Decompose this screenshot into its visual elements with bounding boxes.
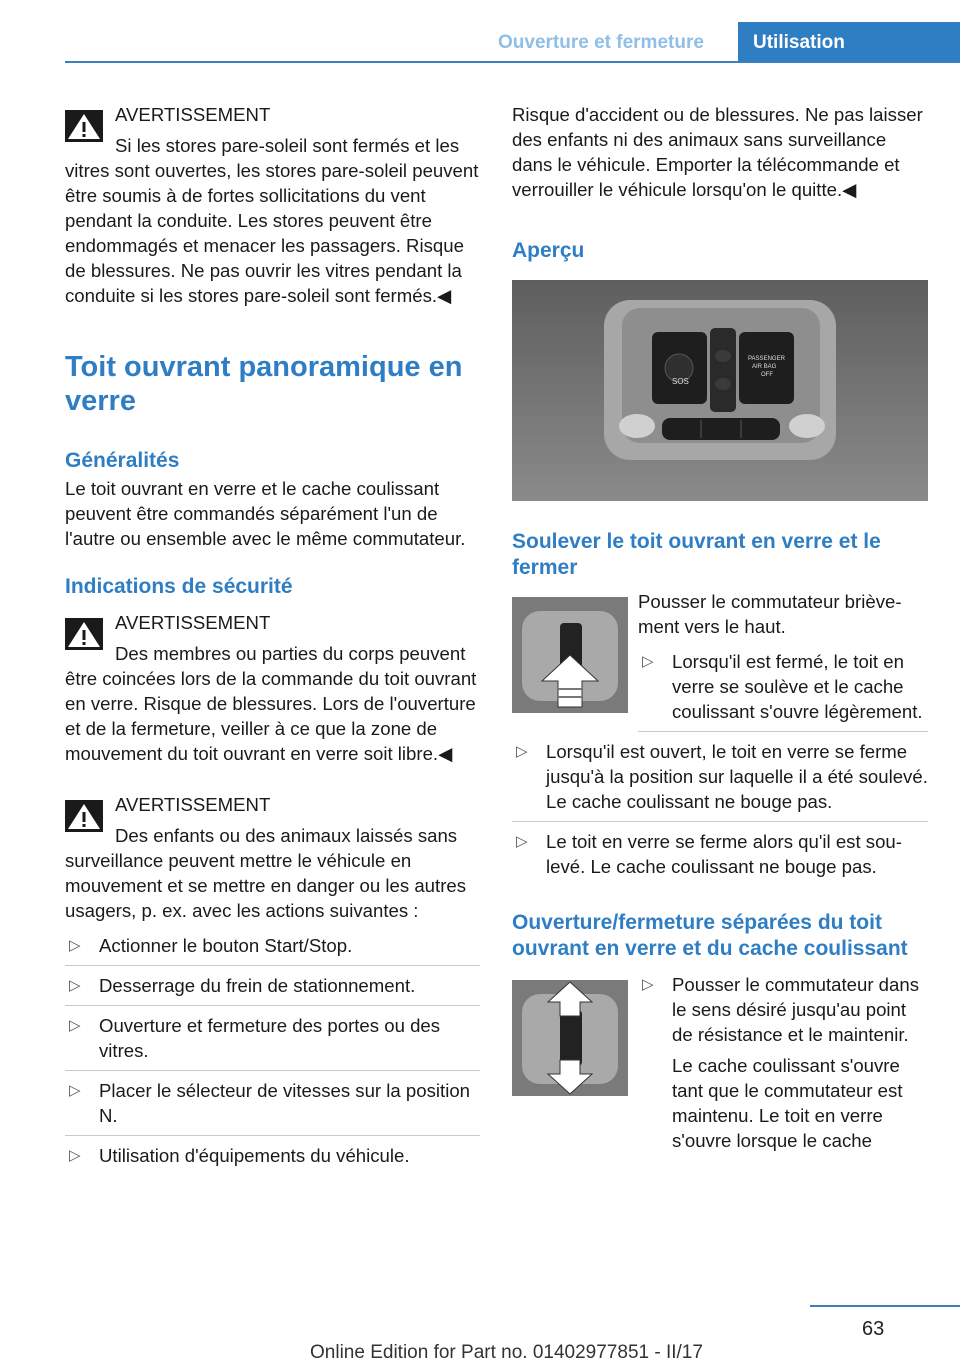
bullet-triangle-icon: ▷: [69, 937, 81, 954]
separees-continuation: Le cache coulissant s'ouvre tant que le commutateur est maintenu. Le toit en verre s'ouvre lorsque le cache: [672, 1055, 903, 1151]
bullet-triangle-icon: ▷: [69, 1082, 81, 1099]
list-item: [65, 973, 480, 1006]
switch-up-photo: [512, 597, 628, 713]
list-item: [65, 933, 480, 966]
list-item: [512, 829, 928, 886]
list-item-text: Lorsqu'il est fermé, le toit en verre se soulève et le cache coulissant s'ouvre légèrement.: [672, 651, 923, 722]
warning-text: Si les stores pare-soleil sont fermés et les vitres sont ouvertes, les stores pare-soleil peuvent être soumis à de fortes sollicitations du vent pendant la conduite. Les stores peuvent être endommagés et menacer les passagers. Risque de blessures. Ne pas ouvrir les vitres pendant la conduite si les stores pare-soleil sont fermés.◀: [65, 135, 479, 306]
bullet-list: [638, 649, 928, 732]
list-item-text: Actionner le bouton Start/Stop.: [99, 935, 353, 956]
bullet-triangle-icon: ▷: [516, 833, 528, 850]
subsection-heading-generalites: Généralités: [65, 449, 180, 472]
list-item-text: Placer le sélecteur de vitesses sur la position N.: [99, 1080, 471, 1126]
list-item: [512, 739, 928, 822]
list-item-text: Ouverture et fermeture des portes ou des vitres.: [99, 1015, 441, 1061]
bullet-triangle-icon: ▷: [642, 976, 654, 993]
warning-text: Des membres ou parties du corps peuvent être coincées lors de la commande du toit ouvrant en verre. Risque de blessures. Lors de l'ouverture et de la fermeture, veiller à ce que la zone de mouvement du toit ouvrant en verre soit libre.◀: [65, 643, 477, 764]
warning-title: AVERTISSEMENT: [115, 104, 271, 125]
list-item: [65, 1143, 480, 1175]
warning-title: AVERTISSEMENT: [115, 794, 271, 815]
warning-block: [65, 792, 480, 923]
header-chapter-tab: [738, 22, 960, 62]
left-column: [65, 102, 480, 1182]
soulever-block: [512, 589, 928, 886]
soulever-intro: Pousser le commutateur brièvement vers le haut.: [638, 591, 902, 637]
overhead-console-illustration: [512, 280, 928, 501]
list-item-text: Utilisation d'équipements du véhicule.: [99, 1145, 410, 1166]
bullet-list: [65, 933, 480, 1175]
passenger-label: PASSENGER: [748, 356, 785, 362]
bullet-triangle-icon: ▷: [69, 1147, 81, 1164]
separees-block: [512, 972, 928, 1153]
switch-updown-photo: [512, 980, 628, 1096]
warning-continuation-text: Risque d'accident ou de blessures. Ne pas laisser des enfants ni des animaux sans surveillance dans le véhicule. Emporter la télécommande et verrouiller le véhicule lorsqu'on le quitte.◀: [512, 104, 923, 200]
page-number: 63: [862, 1318, 885, 1340]
list-item-text: Desserrage du frein de stationnement.: [99, 975, 416, 996]
airbag-label: AIR BAG: [752, 364, 777, 370]
header-chapter-label: Utilisation: [753, 32, 845, 53]
edition-footer: Online Edition for Part no. 01402977851 - II/17: [310, 1342, 703, 1363]
subsection-heading-securite: Indications de sécurité: [65, 575, 293, 598]
list-item: [65, 1078, 480, 1136]
bullet-list: [512, 739, 928, 886]
off-label: OFF: [761, 372, 773, 378]
list-item-text: Lorsqu'il est ouvert, le toit en verre se ferme jusqu'à la position sur laquelle il a été soulevé. Le cache coulissant ne bouge pas.: [546, 741, 928, 812]
list-item-text: Le toit en verre se ferme alors qu'il est soulevé. Le cache coulissant ne bouge pas.: [546, 831, 902, 877]
sos-label: SOS: [672, 377, 689, 386]
bullet-triangle-icon: ▷: [69, 1017, 81, 1034]
list-item: [638, 649, 928, 732]
bullet-triangle-icon: ▷: [642, 653, 654, 670]
right-column: [512, 102, 928, 1153]
warning-icon: [65, 618, 103, 650]
subsection-heading-separees: Ouverture/fermeture séparées du toit ouvrant en verre et du cache coulissant: [512, 911, 908, 960]
warning-block: [65, 102, 480, 308]
warning-icon: [65, 800, 103, 832]
bullet-triangle-icon: ▷: [69, 977, 81, 994]
list-item: [65, 1013, 480, 1071]
warning-title: AVERTISSEMENT: [115, 612, 271, 633]
list-item: [638, 972, 928, 1053]
page-header: [0, 0, 960, 62]
switch-up-illustration: [512, 597, 628, 713]
subsection-heading-apercu: Aperçu: [512, 239, 585, 262]
switch-updown-illustration: [512, 980, 628, 1096]
warning-text: Des enfants ou des animaux laissés sans surveillance peuvent mettre le véhicule en mouvement et se mettre en danger ou les autres usagers, p. ex. avec les actions suivantes :: [65, 825, 467, 921]
overhead-console-photo: [512, 280, 928, 501]
warning-icon: [65, 110, 103, 142]
generalites-text: Le toit ouvrant en verre et le cache coulissant peuvent être commandés séparément l'un de l'autre ou ensemble avec le même commutateur.: [65, 478, 466, 549]
bullet-list: [638, 972, 928, 1053]
footer-rule: [810, 1305, 960, 1307]
list-item-text: Pousser le commutateur dans le sens désiré jusqu'au point de résistance et le maintenir.: [672, 974, 920, 1045]
section-title: Toit ouvrant panoramique en verre: [65, 351, 463, 417]
header-section-title: Ouverture et fermeture: [498, 32, 704, 53]
subsection-heading-soulever: Soulever le toit ouvrant en verre et le fermer: [512, 530, 881, 579]
warning-block: [65, 610, 480, 766]
bullet-triangle-icon: ▷: [516, 743, 528, 760]
header-rule: [65, 61, 960, 63]
